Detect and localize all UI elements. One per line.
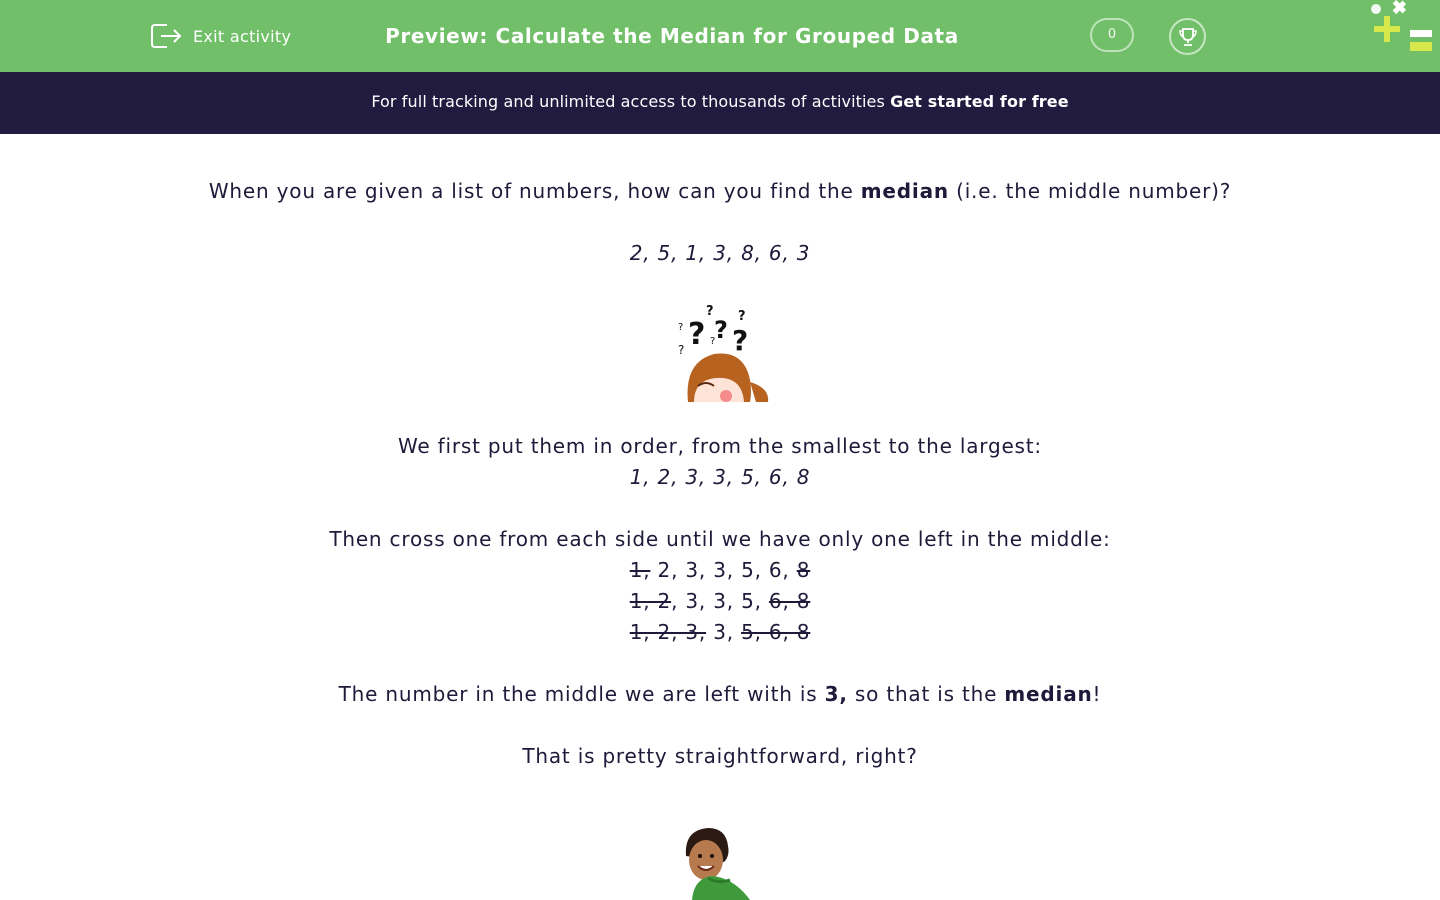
confused-girl-image [670,300,774,402]
svg-text:?: ? [738,309,746,324]
result-text: The number in the middle we are left with is [338,682,818,706]
page-title: Preview: Calculate the Median for Grouped Data [385,24,959,48]
median-term: median [860,179,949,203]
struck-left: 1, [629,558,651,582]
result-text-mid: so that is the [854,682,998,706]
cross-step-3 [0,620,1440,644]
result-value: 3, [824,682,848,706]
struck-right: 6, 8 [768,589,811,613]
trophy-icon [1177,26,1199,48]
svg-text:?: ? [678,343,685,357]
number-list: 2, 5, 1, 3, 8, 6, 3 [629,241,811,265]
logo-plus-minus-icon [1366,0,1440,56]
result-exclamation: ! [1092,682,1102,706]
order-instruction: We first put them in order, from the smallest to the largest: [398,434,1042,458]
svg-text:?: ? [710,336,716,347]
remaining: 3, [706,620,742,644]
happy-boy-image [674,826,766,900]
closing-remark: That is pretty straightforward, right? [522,744,918,768]
remaining: , 3, 3, 5, [671,589,769,613]
svg-text:?: ? [714,316,728,344]
cross-instruction: Then cross one from each side until we have only one left in the middle: [329,527,1111,551]
intro-text: When you are given a list of numbers, how can you find the [208,179,854,203]
svg-text:?: ? [706,304,714,319]
signup-banner [0,72,1440,134]
struck-right: 8 [796,558,811,582]
score-badge: 0 [1090,18,1134,52]
cross-step-2 [0,589,1440,613]
struck-left: 1, 2 [629,589,672,613]
struck-right: 5, 6, 8 [741,620,811,644]
svg-text:?: ? [678,322,684,333]
struck-left: 1, 2, 3, [629,620,707,644]
get-started-link[interactable]: Get started for free [890,92,1069,111]
median-term: median [1004,682,1093,706]
remaining: 2, 3, 3, 5, 6, [650,558,797,582]
top-bar [0,0,1440,72]
svg-text:?: ? [732,324,749,357]
exit-activity-label: Exit activity [193,26,292,46]
result-statement [0,682,1440,706]
trophy-button[interactable] [1169,18,1206,55]
banner-text: For full tracking and unlimited access to thousands of activities [371,92,885,111]
cross-step-1 [0,558,1440,582]
intro-question [0,179,1440,203]
intro-text-end: (i.e. the middle number)? [956,179,1232,203]
ordered-list: 1, 2, 3, 3, 5, 6, 8 [629,465,811,489]
svg-text:?: ? [688,317,706,352]
